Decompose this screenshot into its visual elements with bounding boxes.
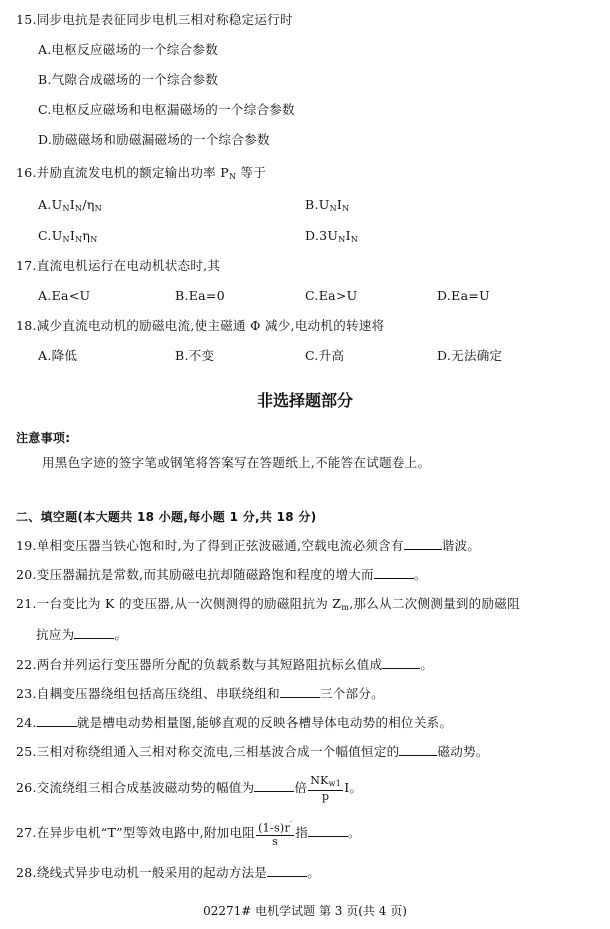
question-16-stem: 16.并励直流发电机的额定输出功率 $P_N$ 等于: [16, 165, 267, 181]
question-24: 24. 就是槽电动势相量图,能够直观的反映各槽导体电动势的相位关系。: [16, 715, 453, 730]
question-21-line-2: 抗应为 。: [36, 627, 128, 642]
question-18-option-a: A.降低: [38, 348, 78, 363]
question-16-option-d: $D.3U_NI_N$: [305, 228, 359, 244]
question-23: 23.自耦变压器绕组包括高压绕组、串联绕组和 三个部分。: [16, 686, 384, 701]
question-26: 26.交流绕组三相合成基波磁动势的幅值为 倍 $\frac{NK_{w1}}{p}$ I。: [16, 773, 363, 803]
question-28: 28.绕线式异步电动机一般采用的起动方法是 。: [16, 865, 320, 880]
question-21-line-1: 21.一台变比为 K 的变压器,从一次侧测得的励磁阻抗为 $Z_m$,那么从二次侧测量到的励磁阻: [16, 596, 520, 612]
answer-blank[interactable]: [280, 685, 320, 698]
page-footer: 02271# 电机学试题 第 3 页(共 4 页): [203, 904, 407, 918]
question-27: 27.在异步电机“T”型等效电路中,附加电阻 $\frac{(1-s)r'}{s}$ 指 。: [16, 820, 361, 848]
question-16-option-a: $A.U_NI_N/\eta_N$: [38, 197, 102, 213]
answer-blank[interactable]: [74, 626, 114, 639]
question-25: 25.三相对称绕组通入三相对称交流电,三相基波合成一个幅值恒定的 磁动势。: [16, 744, 489, 759]
fraction: $\frac{(1-s)r'}{s}$: [258, 820, 293, 848]
section-title: 非选择题部分: [256, 391, 353, 410]
question-18-option-b: B.不变: [175, 348, 215, 363]
notice-title: 注意事项:: [16, 431, 71, 445]
question-15-option-d: D.励磁磁场和励磁漏磁场的一个综合参数: [38, 132, 270, 147]
answer-blank[interactable]: [308, 824, 348, 837]
answer-blank[interactable]: [267, 864, 307, 877]
question-22: 22.两台并列运行变压器所分配的负载系数与其短路阻抗标幺值成 。: [16, 657, 434, 672]
answer-blank[interactable]: [374, 566, 414, 579]
part-2-title: 二、填空题(本大题共 18 小题,每小题 1 分,共 18 分): [16, 510, 317, 524]
question-17-option-a: A.Ea<U: [38, 288, 91, 303]
answer-blank[interactable]: [404, 537, 442, 550]
question-19: 19.单相变压器当铁心饱和时,为了得到正弦波磁通,空载电流必须含有 谐波。: [16, 538, 481, 553]
answer-blank[interactable]: [37, 714, 77, 727]
question-18-option-c: C.升高: [305, 348, 345, 363]
notice-text: 用黑色字迹的签字笔或钢笔将答案写在答题纸上,不能答在试题卷上。: [42, 455, 431, 470]
question-20: 20.变压器漏抗是常数,而其励磁电抗却随磁路饱和程度的增大而 。: [16, 567, 427, 582]
question-18-option-d: D.无法确定: [437, 348, 503, 363]
question-18-stem: 18.减少直流电动机的励磁电流,使主磁通 Φ 减少,电动机的转速将: [16, 318, 385, 333]
question-17-option-c: C.Ea>U: [305, 288, 358, 303]
fraction: $\frac{NK_{w1}}{p}$: [310, 773, 342, 803]
question-15-stem: 15.同步电抗是表征同步电机三相对称稳定运行时: [16, 12, 293, 27]
question-16-option-b: $B.U_NI_N$: [305, 197, 350, 213]
question-17-option-d: D.Ea=U: [437, 288, 490, 303]
answer-blank[interactable]: [382, 656, 420, 669]
question-17-option-b: B.Ea=0: [175, 288, 225, 303]
question-15-option-b: B.气隙合成磁场的一个综合参数: [38, 72, 219, 87]
question-15-option-c: C.电枢反应磁场和电枢漏磁场的一个综合参数: [38, 102, 295, 117]
question-17-stem: 17.直流电机运行在电动机状态时,其: [16, 258, 221, 273]
question-15-option-a: A.电枢反应磁场的一个综合参数: [38, 42, 219, 57]
question-16-option-c: $C.U_NI_N\eta_N$: [38, 228, 98, 244]
answer-blank[interactable]: [399, 743, 437, 756]
answer-blank[interactable]: [254, 779, 294, 792]
